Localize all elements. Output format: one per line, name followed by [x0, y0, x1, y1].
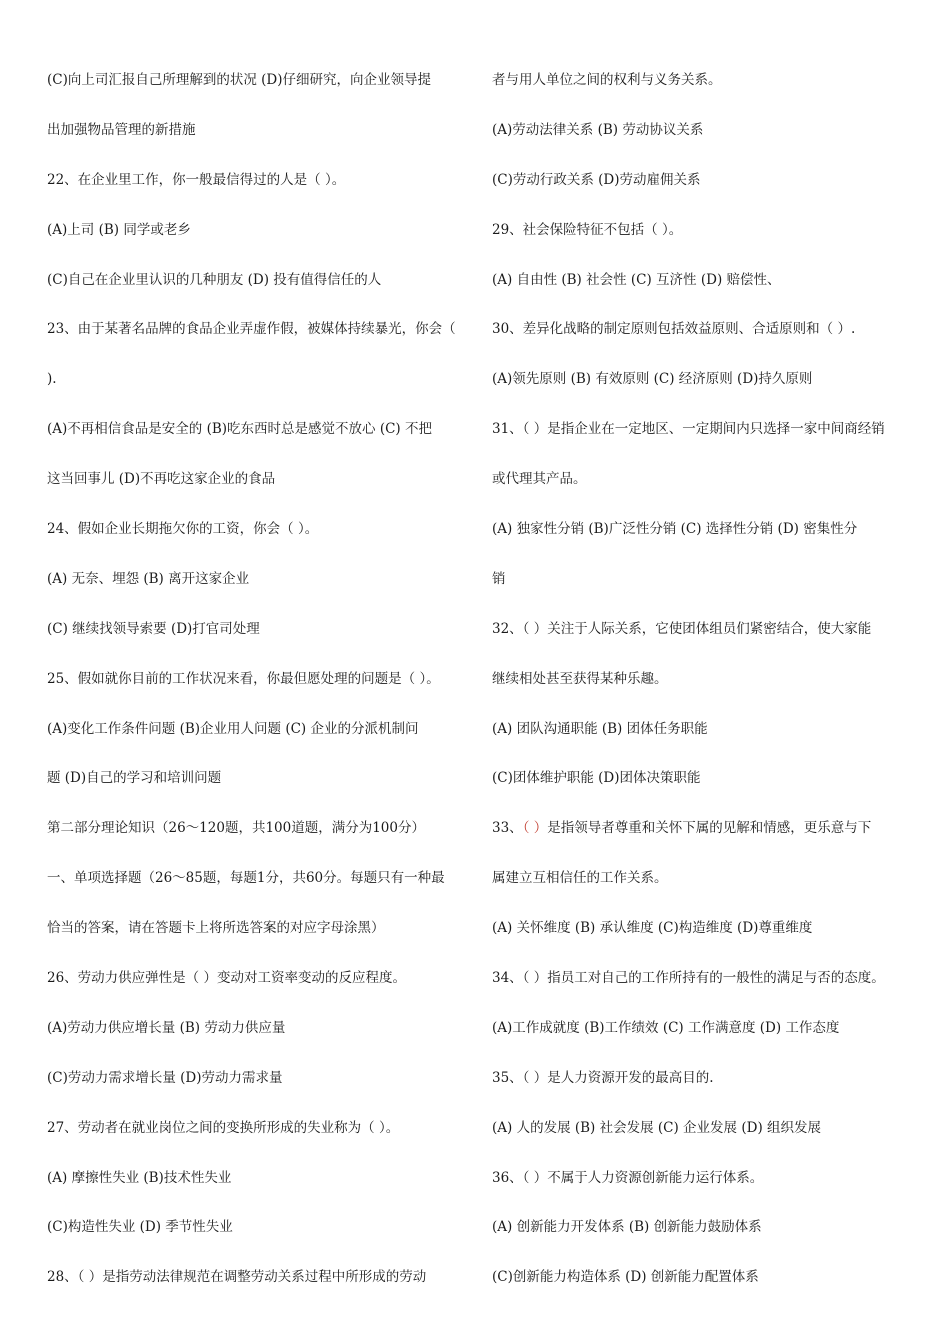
question-33: 33、（ ）是指领导者尊重和关怀下属的见解和情感，更乐意与下 [492, 820, 872, 837]
options-36-cd: (C)创新能力构造体系 (D) 创新能力配置体系 [492, 1269, 759, 1286]
options-22-ab: (A)上司 (B) 同学或老乡 [47, 221, 191, 238]
options-36-ab: (A) 创新能力开发体系 (B) 创新能力鼓励体系 [492, 1219, 762, 1236]
question-31: 31、（ ）是指企业在一定地区、一定期间内只选择一家中间商经销 [492, 421, 885, 438]
options-27-cd: (C)构造性失业 (D) 季节性失业 [47, 1219, 233, 1236]
question-35: 35、（ ）是人力资源开发的最高目的. [492, 1069, 714, 1086]
question-22: 22、在企业里工作，你一般最信得过的人是（ ）。 [47, 171, 346, 188]
question-33-cont: 属建立互相信任的工作关系。 [492, 870, 668, 887]
text-line: 出加强物品管理的新措施 [47, 121, 196, 138]
options-31-cont: 销 [492, 570, 506, 587]
question-34: 34、（ ）指员工对自己的工作所持有的一般性的满足与否的态度。 [492, 970, 885, 987]
options-30: (A)领先原则 (B) 有效原则 (C) 经济原则 (D)持久原则 [492, 371, 813, 388]
question-32: 32、（ ）关注于人际关系，它使团体组员们紧密结合，使大家能 [492, 620, 872, 637]
text-line: (C)向上司汇报自己所理解到的状况 (D)仔细研究，向企业领导提 [47, 72, 432, 88]
section-instructions-cont: 恰当的答案，请在答题卡上将所选答案的对应字母涂黑） [47, 920, 385, 937]
options-29: (A) 自由性 (B) 社会性 (C) 互济性 (D) 赔偿性、 [492, 271, 781, 288]
question-26: 26、劳动力供应弹性是（ ）变动对工资率变动的反应程度。 [47, 970, 406, 987]
options-26-ab: (A)劳动力供应增长量 (B) 劳动力供应量 [47, 1019, 286, 1036]
options-25-abc: (A)变化工作条件问题 (B)企业用人问题 (C) 企业的分派机制问 [47, 720, 419, 737]
question-29: 29、社会保险特征不包括（ ）。 [492, 221, 683, 238]
question-30: 30、差异化战略的制定原则包括效益原则、合适原则和（ ）. [492, 321, 856, 338]
options-24-ab: (A) 无奈、埋怨 (B) 离开这家企业 [47, 570, 250, 587]
options-26-cd: (C)劳动力需求增长量 (D)劳动力需求量 [47, 1069, 283, 1086]
answer-blank: （ ） [522, 820, 548, 837]
options-23-abc: (A)不再相信食品是安全的 (B)吃东西时总是感觉不放心 (C) 不把 [47, 421, 432, 438]
options-28-ab: (A)劳动法律关系 (B) 劳动协议关系 [492, 121, 704, 138]
question-31-cont: 或代理其产品。 [492, 471, 587, 488]
question-23: 23、由于某著名品牌的食品企业弄虚作假，被媒体持续暴光，你会（ [47, 321, 456, 338]
options-31: (A) 独家性分销 (B)广泛性分销 (C) 选择性分销 (D) 密集性分 [492, 521, 858, 538]
options-25-cd: 题 (D)自己的学习和培训问题 [47, 770, 222, 787]
options-34: (A)工作成就度 (B)工作绩效 (C) 工作满意度 (D) 工作态度 [492, 1019, 840, 1036]
options-33: (A) 关怀维度 (B) 承认维度 (C)构造维度 (D)尊重维度 [492, 920, 813, 937]
section-instructions: 一、单项选择题（26～85题，每题1分，共60分。每题只有一种最 [47, 870, 445, 887]
options-32-cd: (C)团体维护职能 (D)团体决策职能 [492, 770, 701, 787]
options-24-cd: (C) 继续找领导索要 (D)打官司处理 [47, 620, 260, 637]
question-27: 27、劳动者在就业岗位之间的变换所形成的失业称为（ ）。 [47, 1119, 400, 1136]
question-23-cont: ). [47, 371, 57, 388]
options-23-cd: 这当回事儿 (D)不再吃这家企业的食品 [47, 471, 276, 488]
question-28-cont: 者与用人单位之间的权利与义务关系。 [492, 72, 722, 88]
question-28: 28、（ ）是指劳动法律规范在调整劳动关系过程中所形成的劳动 [47, 1269, 427, 1286]
options-27-ab: (A) 摩擦性失业 (B)技术性失业 [47, 1169, 232, 1186]
right-column [492, 66, 912, 1313]
question-25: 25、假如就你目前的工作状况来看，你最但愿处理的问题是（ ）。 [47, 670, 440, 687]
question-24: 24、假如企业长期拖欠你的工资，你会（ ）。 [47, 521, 319, 538]
options-28-cd: (C)劳动行政关系 (D)劳动雇佣关系 [492, 171, 701, 188]
section-heading: 第二部分理论知识（26～120题，共100道题，满分为100分） [47, 820, 425, 837]
question-32-cont: 继续相处甚至获得某种乐趣。 [492, 670, 668, 687]
options-22-cd: (C)自己在企业里认识的几种朋友 (D) 投有值得信任的人 [47, 271, 382, 288]
question-36: 36、（ ）不属于人力资源创新能力运行体系。 [492, 1169, 764, 1186]
left-column [47, 66, 467, 1313]
options-32-ab: (A) 团队沟通职能 (B) 团体任务职能 [492, 720, 708, 737]
options-35: (A) 人的发展 (B) 社会发展 (C) 企业发展 (D) 组织发展 [492, 1119, 821, 1136]
